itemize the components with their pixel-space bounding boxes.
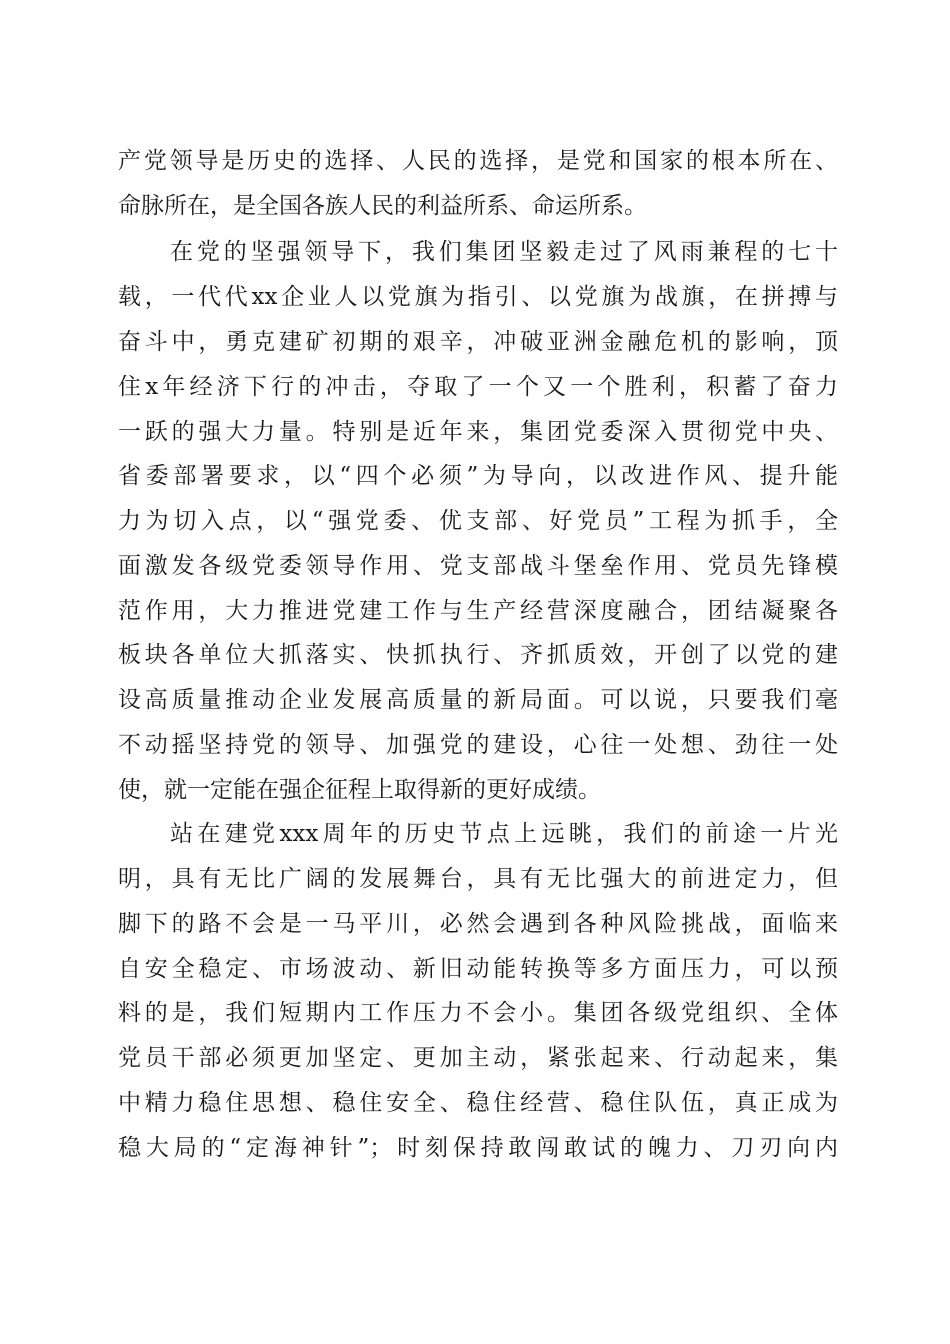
text-line: 省委部署要求，以“四个必须”为导向，以改进作风、提升能: [118, 463, 838, 489]
text-line: 面激发各级党委领导作用、党支部战斗堡垒作用、党员先锋模: [118, 553, 838, 579]
text-line: 产党领导是历史的选择、人民的选择，是党和国家的根本所在、: [118, 148, 838, 174]
text-line: 一跃的强大力量。特别是近年来，集团党委深入贯彻党中央、: [118, 419, 838, 445]
text-line: 明，具有无比广阔的发展舞台，具有无比强大的前进定力，但: [118, 866, 838, 892]
text-line: 党员干部必须更加坚定、更加主动，紧张起来、行动起来，集: [118, 1045, 838, 1071]
text-line: 稳大局的“定海神针”；时刻保持敢闯敢试的魄力、刀刃向内: [118, 1135, 838, 1161]
text-line: 自安全稳定、市场波动、新旧动能转换等多方面压力，可以预: [118, 956, 838, 982]
text-line: 命脉所在，是全国各族人民的利益所系、命运所系。: [118, 193, 647, 219]
text-line: 中精力稳住思想、稳住安全、稳住经营、稳住队伍，真正成为: [118, 1090, 838, 1116]
text-line: 板块各单位大抓落实、快抓执行、齐抓质效，开创了以党的建: [118, 642, 838, 668]
text-line: 不动摇坚持党的领导、加强党的建设，心往一处想、劲往一处: [118, 732, 838, 758]
text-line: 力为切入点，以“强党委、优支部、好党员”工程为抓手，全: [118, 508, 838, 534]
text-line: 载，一代代xx企业人以党旗为指引、以党旗为战旗，在拼搏与: [118, 284, 838, 310]
paragraph-first-line: 站在建党xxx周年的历史节点上远眺，我们的前途一片光: [170, 821, 838, 847]
text-line: 料的是，我们短期内工作压力不会小。集团各级党组织、全体: [118, 1000, 838, 1026]
text-line: 脚下的路不会是一马平川，必然会遇到各种风险挑战，面临来: [118, 911, 838, 937]
text-line: 住x年经济下行的冲击，夺取了一个又一个胜利，积蓄了奋力: [118, 374, 838, 400]
text-line: 设高质量推动企业发展高质量的新局面。可以说，只要我们毫: [118, 687, 838, 713]
text-line: 使，就一定能在强企征程上取得新的更好成绩。: [118, 777, 601, 803]
paragraph-first-line: 在党的坚强领导下，我们集团坚毅走过了风雨兼程的七十: [170, 239, 838, 265]
text-line: 奋斗中，勇克建矿初期的艰辛，冲破亚洲金融危机的影响，顶: [118, 329, 838, 355]
text-line: 范作用，大力推进党建工作与生产经营深度融合，团结凝聚各: [118, 598, 838, 624]
